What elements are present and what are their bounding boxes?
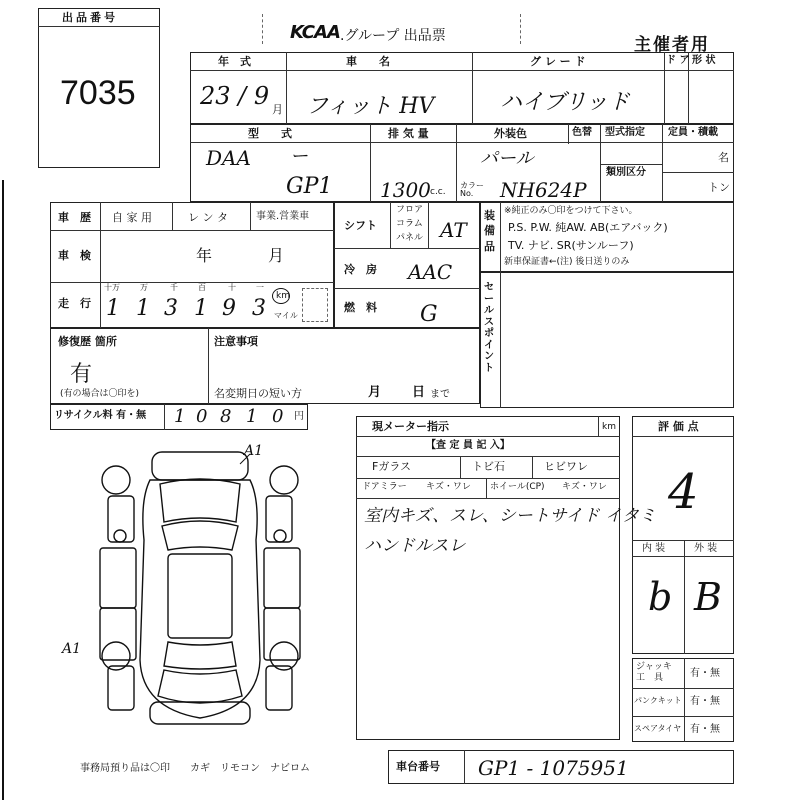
- digit-header-1k: 千: [170, 283, 178, 292]
- interior-label: 内 装: [642, 543, 666, 554]
- capacity-unit-ton: トン: [708, 181, 730, 194]
- caution-label: 注意事項: [214, 335, 258, 348]
- mileage-digit-100k: 1: [106, 296, 120, 321]
- mileage-unit-mile: マイル: [274, 311, 298, 320]
- recycle-digit-4: 1: [246, 406, 258, 427]
- wheel-options: キズ・ワレ: [562, 482, 607, 492]
- fuel-label: 燃 料: [344, 301, 377, 314]
- front-right-wheel: [270, 466, 298, 494]
- repair-label: 修復歴 箇所: [58, 335, 117, 348]
- model-prefix: DAA: [206, 146, 251, 170]
- inspector-remark-2: ハンドルスレ: [364, 536, 466, 556]
- damage-mark-front: A1: [244, 443, 264, 459]
- left-rear-door: [100, 608, 136, 660]
- model-code: GP1: [286, 174, 333, 199]
- car-damage-diagram: [80, 440, 320, 740]
- right-front-door: [264, 548, 300, 608]
- jack-label: ジャッキ 工 具: [636, 662, 672, 683]
- mileage-label: 走 行: [58, 297, 91, 310]
- fuel-value: G: [420, 302, 438, 327]
- sales-point-block: [480, 272, 734, 408]
- ac-value: AAC: [408, 260, 453, 284]
- history-commercial: 事業.営業車: [256, 211, 310, 222]
- meter-unit: km: [602, 422, 616, 432]
- caution-month: 月: [368, 385, 382, 400]
- exterior-value: B: [694, 575, 722, 619]
- spare-tire-label: スペアタイヤ: [634, 724, 682, 733]
- copy-label: 主催者用: [634, 35, 710, 55]
- trunk: [158, 670, 242, 703]
- equipment-label: 装備品: [484, 209, 495, 253]
- model-label: 型 式: [248, 127, 292, 140]
- year-value: 23 / 9: [200, 82, 270, 110]
- interior-value: b: [648, 575, 673, 619]
- repair-value: 有: [70, 362, 93, 387]
- front-left-wheel: [102, 466, 130, 494]
- glass-label: Fガラス: [372, 460, 411, 473]
- ac-label: 冷 房: [344, 263, 377, 276]
- recycle-unit: 円: [294, 411, 304, 422]
- color-replacement-label: 色替: [572, 127, 592, 138]
- shape-label: 形 状: [692, 55, 716, 66]
- car-body-outline: [140, 480, 260, 718]
- digit-header-100: 百: [198, 283, 206, 292]
- capacity-label: 定員・積載: [668, 127, 718, 138]
- score-value: 4: [668, 464, 699, 520]
- right-rear-door: [264, 608, 300, 660]
- history-rental: レ ン タ: [188, 211, 228, 224]
- score-label: 評 価 点: [658, 420, 699, 433]
- mileage-digit-100: 1: [194, 296, 208, 321]
- left-front-door: [100, 548, 136, 608]
- jack-options: 有・無: [690, 668, 720, 679]
- rear-window: [164, 642, 236, 669]
- recycle-digit-2: 0: [196, 406, 208, 427]
- grade-value: ハイブリッド: [500, 90, 630, 115]
- exterior-color-label: 外装色: [494, 127, 527, 140]
- spare-options: 有・無: [690, 724, 720, 735]
- mirror-label: ドアミラー: [362, 482, 407, 492]
- color-number-label: カラー No.: [460, 181, 484, 198]
- meter-label: 現メーター指示: [372, 420, 449, 433]
- history-label: 車 歴: [58, 211, 91, 224]
- left-rear-fender: [108, 666, 134, 710]
- equipment-note: ※純正のみ〇印をつけて下さい。: [504, 206, 638, 216]
- mileage-digit-10: 9: [222, 296, 236, 321]
- inspector-remark-1: 室内キズ、スレ、シートサイド イタミ: [364, 506, 657, 526]
- classification-label: 類別区分: [606, 167, 646, 178]
- capacity-unit-person: 名: [718, 151, 729, 164]
- inspection-year: 年: [196, 246, 213, 265]
- lot-number: 7035: [60, 74, 136, 112]
- repair-note: (有の場合は〇印を): [60, 389, 140, 399]
- digit-header-10: 十: [228, 283, 236, 292]
- digit-header-1: 一: [256, 283, 264, 292]
- shift-label: シフト: [344, 219, 377, 232]
- type-designation-label: 型式指定: [605, 127, 645, 138]
- recycle-digit-3: 8: [220, 406, 232, 427]
- caution-day: 日: [412, 385, 426, 400]
- shift-value: AT: [440, 218, 467, 242]
- sales-point-label: セールスポイント: [484, 282, 494, 374]
- puncture-options: 有・無: [690, 696, 720, 707]
- car-name-value: フィット HV: [306, 94, 435, 119]
- color-code-value: NH624P: [500, 178, 587, 202]
- kcaa-logo: KCAA: [290, 22, 340, 43]
- mirror-options: キズ・ワレ: [426, 482, 471, 492]
- mileage-digit-1: 3: [252, 296, 266, 321]
- exterior-label: 外 装: [694, 543, 718, 554]
- shift-column: コラム: [396, 219, 423, 229]
- short-period-label: 名変期日の短い方: [214, 387, 302, 400]
- year-month-suffix: 月: [272, 103, 283, 116]
- crack-label: ヒビワレ: [544, 460, 588, 473]
- shift-panel: パネル: [396, 233, 424, 243]
- displacement-unit: c.c.: [430, 187, 446, 197]
- history-private: 自 家 用: [112, 211, 152, 224]
- door-label: ド ア: [666, 55, 690, 66]
- inspector-header: 【査 定 員 記 入】: [426, 440, 510, 451]
- displacement-value: 1300: [380, 178, 431, 202]
- caution-until: まで: [430, 389, 450, 400]
- car-name-label: 車 名: [346, 55, 390, 68]
- displacement-label: 排 気 量: [388, 127, 429, 140]
- equipment-line1: P.S. P.W. 純AW. AB(エアバック): [508, 221, 668, 234]
- digit-header-10k: 万: [140, 283, 148, 292]
- roof: [168, 554, 232, 638]
- mileage-unit-km: km: [276, 291, 290, 301]
- grade-label: グ レ ー ド: [530, 55, 586, 68]
- equipment-line2: TV. ナビ. SR(サンルーフ): [508, 239, 634, 252]
- wheel-label: ホイール(CP): [490, 482, 545, 492]
- model-dash: ー: [290, 146, 308, 167]
- lot-number-label: 出品番号: [62, 11, 118, 24]
- color-value: パール: [480, 148, 534, 169]
- hood: [160, 479, 240, 522]
- year-label: 年 式: [218, 55, 251, 68]
- left-front-fender: [108, 496, 134, 542]
- digit-header-100k: 十万: [104, 283, 120, 292]
- right-rear-fender: [266, 666, 292, 710]
- recycle-digit-1: 1: [174, 406, 186, 427]
- shift-floor: フロア: [396, 205, 424, 215]
- damage-mark-side: A1: [62, 641, 82, 657]
- mileage-digit-1k: 3: [164, 296, 178, 321]
- chip-label: トビ石: [472, 460, 505, 473]
- recycle-label: リサイクル料 有・無: [54, 410, 147, 421]
- office-held-items-note: 事務局預り品は〇印 カギ リモコン ナビロム: [80, 763, 310, 774]
- inspection-label: 車 検: [58, 249, 91, 262]
- chassis-value: GP1 - 1075951: [478, 756, 629, 780]
- equipment-line3: 新車保証書←(注) 後日送りのみ: [504, 257, 630, 267]
- mileage-digit-10k: 1: [136, 296, 150, 321]
- recycle-digit-5: 0: [272, 406, 284, 427]
- left-mirror: [114, 530, 126, 542]
- right-mirror: [274, 530, 286, 542]
- inspection-month: 月: [268, 246, 285, 265]
- mileage-check-box: [302, 288, 328, 322]
- form-title: .グループ 出品票: [340, 28, 446, 44]
- right-front-fender: [266, 496, 292, 542]
- chassis-label: 車台番号: [396, 760, 440, 773]
- puncture-kit-label: パンクキット: [634, 696, 682, 705]
- windshield: [162, 521, 238, 550]
- front-bumper: [152, 452, 248, 480]
